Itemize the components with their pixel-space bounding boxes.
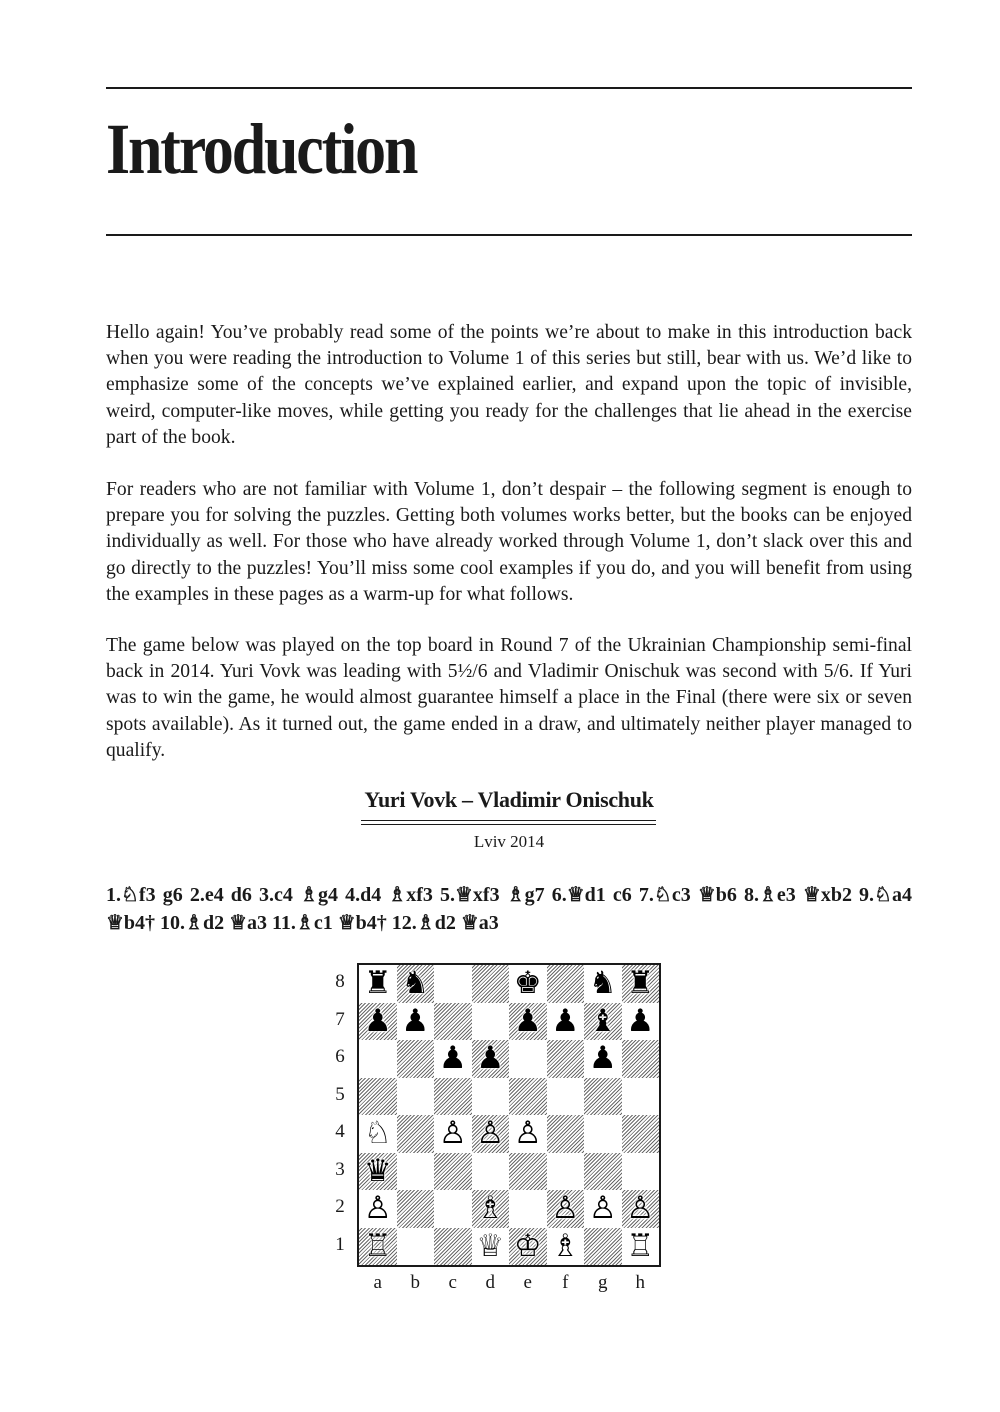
chess-piece-icon: ♖ (626, 1227, 655, 1264)
paragraph-1: Hello again! You’ve probably read some of the points we’re about to make in this introduction back when you were reading the introduction to Volume 1 of this series but still, bear with us. We’d like to emphasize some of the concepts we’ve explained earlier, and expand upon the topic of invisible, weird, computer-like moves, while getting you ready for the challenges that lie ahead in the exercise part of the book. (106, 322, 912, 448)
square-e1 (509, 1228, 547, 1266)
chess-piece-icon: ♕ (476, 1227, 505, 1264)
square-g5 (584, 1078, 622, 1116)
file-label: h (635, 1272, 645, 1293)
rank-label: 1 (335, 1233, 345, 1255)
square-h8 (622, 965, 660, 1003)
square-b7 (397, 1003, 435, 1041)
square-a6 (359, 1040, 397, 1078)
square-b1 (397, 1228, 435, 1266)
chess-piece-icon: ♞ (401, 965, 430, 1002)
square-a5 (359, 1078, 397, 1116)
square-c5 (434, 1078, 472, 1116)
square-g6 (584, 1040, 622, 1078)
square-e7 (509, 1003, 547, 1041)
square-g3 (584, 1153, 622, 1191)
square-h7 (622, 1003, 660, 1041)
square-f3 (547, 1153, 585, 1191)
square-d2 (472, 1190, 510, 1228)
square-b8 (397, 965, 435, 1003)
rank-label: 4 (335, 1121, 345, 1142)
chess-piece-icon: ♟ (476, 1040, 505, 1077)
chess-piece-icon: ♖ (363, 1227, 392, 1264)
square-h4 (622, 1115, 660, 1153)
square-a1 (359, 1228, 397, 1266)
square-c6 (434, 1040, 472, 1078)
chess-piece-icon: ♔ (513, 1227, 542, 1264)
chess-piece-icon: ♟ (626, 1002, 655, 1039)
paragraph-2: For readers who are not familiar with Volume 1, don’t despair – the following segment is enough to prepare you for solving the puzzles. Getting both volumes works better, but the books can be enjoyed individually as well. For those who have already worked through Volume 1, don’t slack over this and go directly to the puzzles! You’ll miss some cool examples if you do, and you will benefit from using the examples in these pages as a warm-up for what follows. (106, 479, 912, 605)
square-g1 (584, 1228, 622, 1266)
square-d3 (472, 1153, 510, 1191)
square-f1 (547, 1228, 585, 1266)
file-label: c (448, 1272, 457, 1293)
game-heading-double-rule (361, 820, 656, 825)
chess-board (357, 963, 661, 1267)
chess-piece-icon: ♙ (438, 1115, 467, 1152)
square-e3 (509, 1153, 547, 1191)
square-b2 (397, 1190, 435, 1228)
file-label: b (410, 1272, 420, 1293)
rank-label: 7 (335, 1008, 345, 1030)
chess-piece-icon: ♟ (438, 1040, 467, 1077)
square-b6 (397, 1040, 435, 1078)
chess-piece-icon: ♚ (513, 965, 542, 1002)
square-d5 (472, 1078, 510, 1116)
file-label: d (485, 1272, 495, 1293)
rank-labels (330, 963, 350, 1267)
square-a4 (359, 1115, 397, 1153)
square-g7 (584, 1003, 622, 1041)
square-e6 (509, 1040, 547, 1078)
square-g4 (584, 1115, 622, 1153)
chess-piece-icon: ♟ (401, 1002, 430, 1039)
square-c2 (434, 1190, 472, 1228)
square-a7 (359, 1003, 397, 1041)
square-a2 (359, 1190, 397, 1228)
square-c1 (434, 1228, 472, 1266)
bottom-rule (106, 234, 912, 236)
chess-piece-icon: ♜ (363, 965, 392, 1002)
square-h6 (622, 1040, 660, 1078)
chess-piece-icon: ♙ (588, 1190, 617, 1227)
square-a3 (359, 1153, 397, 1191)
chess-piece-icon: ♟ (588, 1040, 617, 1077)
square-d6 (472, 1040, 510, 1078)
chess-piece-icon: ♙ (626, 1190, 655, 1227)
chess-piece-icon: ♗ (476, 1190, 505, 1227)
square-c7 (434, 1003, 472, 1041)
square-d7 (472, 1003, 510, 1041)
square-e2 (509, 1190, 547, 1228)
file-label: e (523, 1272, 532, 1293)
file-labels (359, 1272, 659, 1298)
game-players-heading: Yuri Vovk – Vladimir Onischuk (364, 787, 654, 812)
square-f8 (547, 965, 585, 1003)
top-rule (106, 87, 912, 89)
rank-label: 6 (335, 1046, 345, 1067)
chess-piece-icon: ♟ (363, 1002, 392, 1039)
rank-label: 8 (335, 971, 345, 992)
chess-piece-icon: ♞ (588, 965, 617, 1002)
square-d8 (472, 965, 510, 1003)
square-f7 (547, 1003, 585, 1041)
square-h1 (622, 1228, 660, 1266)
square-e8 (509, 965, 547, 1003)
paragraph-3: The game below was played on the top board in Round 7 of the Ukrainian Championship semi-final back in 2014. Yuri Vovk was leading with 5½/6 and Vladimir Onischuk was second with 5/6. If Yuri was to win the game, he would almost guarantee himself a place in the Final (there were six or seven spots available). As it turned out, the game ended in a draw, and ultimately neither player managed to qualify. (106, 635, 912, 761)
chess-piece-icon: ♙ (513, 1115, 542, 1152)
square-g2 (584, 1190, 622, 1228)
square-d1 (472, 1228, 510, 1266)
square-a8 (359, 965, 397, 1003)
chess-piece-icon: ♛ (363, 1152, 392, 1189)
square-c3 (434, 1153, 472, 1191)
chess-piece-icon: ♙ (476, 1115, 505, 1152)
chapter-title: Introduction (106, 109, 417, 189)
square-h3 (622, 1153, 660, 1191)
file-label: f (562, 1272, 569, 1293)
square-b4 (397, 1115, 435, 1153)
square-f4 (547, 1115, 585, 1153)
square-h5 (622, 1078, 660, 1116)
square-f2 (547, 1190, 585, 1228)
file-label: a (373, 1272, 382, 1293)
square-c4 (434, 1115, 472, 1153)
square-e4 (509, 1115, 547, 1153)
square-h2 (622, 1190, 660, 1228)
square-c8 (434, 965, 472, 1003)
chess-piece-icon: ♟ (513, 1002, 542, 1039)
rank-label: 2 (335, 1196, 345, 1217)
chess-piece-icon: ♘ (363, 1115, 392, 1152)
square-f6 (547, 1040, 585, 1078)
chess-piece-icon: ♙ (363, 1190, 392, 1227)
file-label: g (598, 1272, 608, 1293)
rank-label: 5 (335, 1083, 345, 1105)
square-f5 (547, 1078, 585, 1116)
chess-piece-icon: ♙ (551, 1190, 580, 1227)
chess-diagram (335, 962, 662, 1302)
square-b5 (397, 1078, 435, 1116)
square-g8 (584, 965, 622, 1003)
rank-label: 3 (335, 1158, 345, 1180)
chess-piece-icon: ♗ (551, 1227, 580, 1264)
game-moves: 1.♘f3 g6 2.e4 d6 3.c4 ♗g4 4.d4 ♗xf3 5.♕xf3 ♗g7 6.♕d1 c6 7.♘c3 ♕b6 8.♗e3 ♕xb2 9.♘a4 ♕b4† 10.♗d2 ♕a3 11.♗c1 ♕b4† 12.♗d2 ♕a3 (106, 884, 912, 934)
square-b3 (397, 1153, 435, 1191)
square-d4 (472, 1115, 510, 1153)
game-venue: Lviv 2014 (473, 832, 545, 851)
chess-piece-icon: ♟ (551, 1002, 580, 1039)
chess-piece-icon: ♜ (626, 965, 655, 1002)
chess-piece-icon: ♝ (588, 1002, 617, 1039)
square-e5 (509, 1078, 547, 1116)
